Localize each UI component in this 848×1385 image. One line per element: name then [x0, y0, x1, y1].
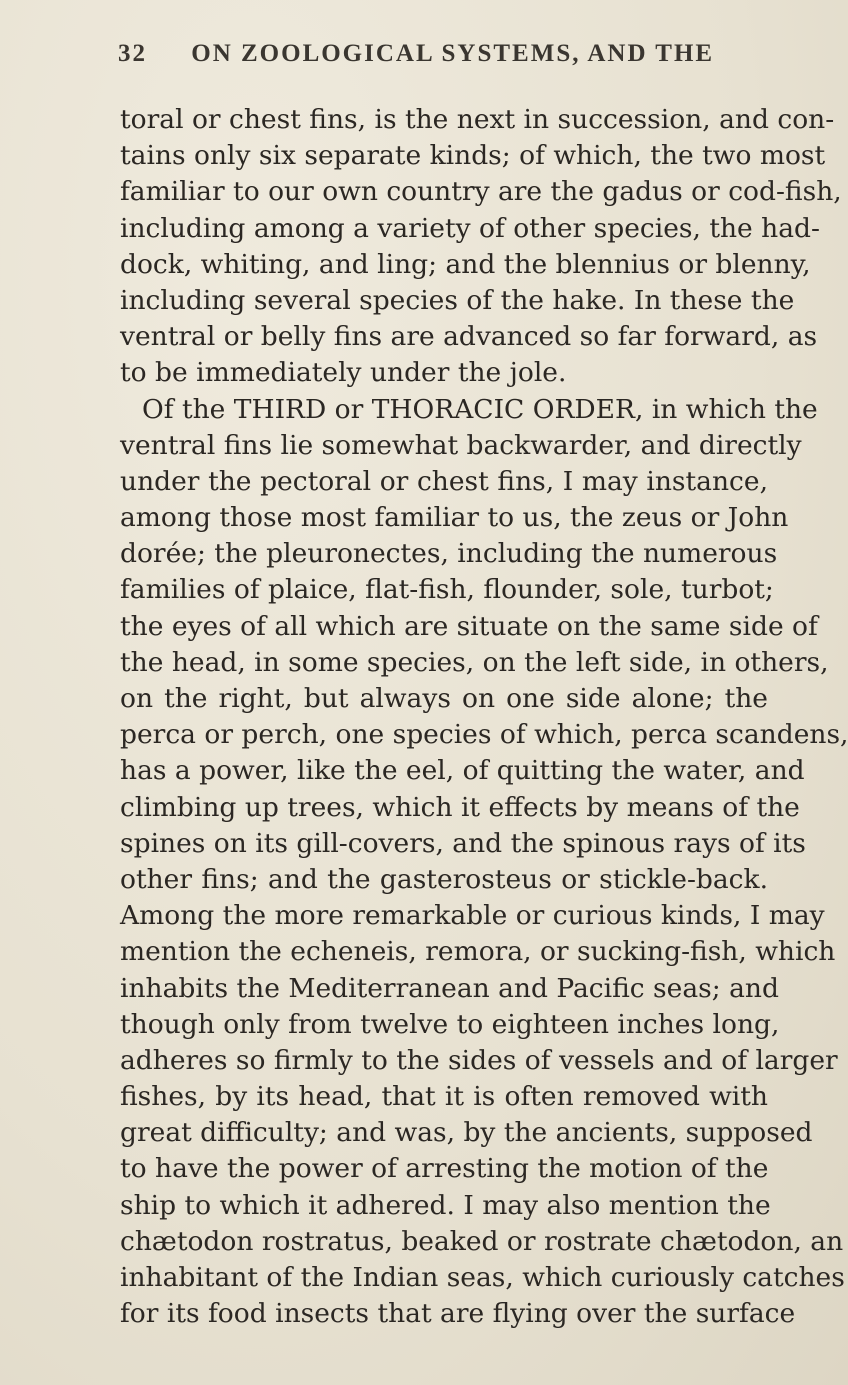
body-text: [120, 102, 848, 1332]
text-line: has a power, like the eel, of quitting the water, and: [120, 755, 805, 787]
text-line: inhabits the Mediterranean and Pacific seas; and: [120, 972, 779, 1004]
text-line: for its food insects that are flying over the surface: [120, 1298, 796, 1330]
text-line: ventral fins lie somewhat backwarder, and directly: [120, 429, 802, 461]
text-line: to have the power of arresting the motion of the: [120, 1153, 769, 1185]
text-line: to be immediately under the jole.: [120, 357, 567, 389]
text-line: under the pectoral or chest fins, I may instance,: [120, 465, 768, 497]
text-line: mention the echeneis, remora, or sucking-fish, which: [120, 936, 836, 968]
running-head: [118, 40, 778, 80]
text-line: the eyes of all which are situate on the same side of: [120, 610, 818, 642]
text-line: the head, in some species, on the left side, in others,: [120, 646, 829, 678]
text-line: Of the THIRD or THORACIC ORDER, in which the: [142, 393, 818, 425]
text-line: great difficulty; and was, by the ancients, supposed: [120, 1117, 813, 1149]
page-number: 32: [118, 40, 147, 67]
text-line: on the right, but always on one side alone; the: [120, 683, 768, 714]
text-line: other fins; and the gasterosteus or stickle-back.: [120, 863, 768, 895]
text-line: adheres so firmly to the sides of vessels and of larger: [120, 1044, 838, 1076]
text-line: including several species of the hake. In these the: [120, 284, 795, 316]
text-line: tains only six separate kinds; of which, the two most: [120, 140, 826, 172]
text-line: ship to which it adhered. I may also mention the: [120, 1189, 771, 1221]
text-line: though only from twelve to eighteen inches long,: [120, 1008, 780, 1040]
text-line: including among a variety of other species, the had-: [120, 212, 820, 244]
running-title: ON ZOOLOGICAL SYSTEMS, AND THE: [191, 40, 715, 67]
text-line: fishes, by its head, that it is often removed with: [120, 1081, 768, 1113]
text-line: Among the more remarkable or curious kinds, I may: [120, 900, 825, 932]
text-line: ventral or belly fins are advanced so far forward, as: [120, 321, 818, 353]
text-line: familiar to our own country are the gadus or cod-fish,: [120, 176, 842, 208]
text-line: inhabitant of the Indian seas, which curiously catches: [120, 1262, 845, 1293]
text-line: spines on its gill-covers, and the spinous rays of its: [120, 827, 806, 859]
text-line: toral or chest fins, is the next in succession, and con-: [120, 104, 835, 135]
text-line: chætodon rostratus, beaked or rostrate chætodon, an: [120, 1225, 844, 1257]
text-line: among those most familiar to us, the zeus or John: [120, 502, 789, 534]
text-line: dock, whiting, and ling; and the blennius or blenny,: [120, 248, 811, 280]
text-line: families of plaice, flat-fish, flounder, sole, turbot;: [120, 574, 774, 606]
text-line: perca or perch, one species of which, perca scandens,: [120, 719, 848, 751]
text-line: climbing up trees, which it effects by means of the: [120, 791, 800, 823]
text-line: dorée; the pleuronectes, including the numerous: [120, 538, 778, 570]
